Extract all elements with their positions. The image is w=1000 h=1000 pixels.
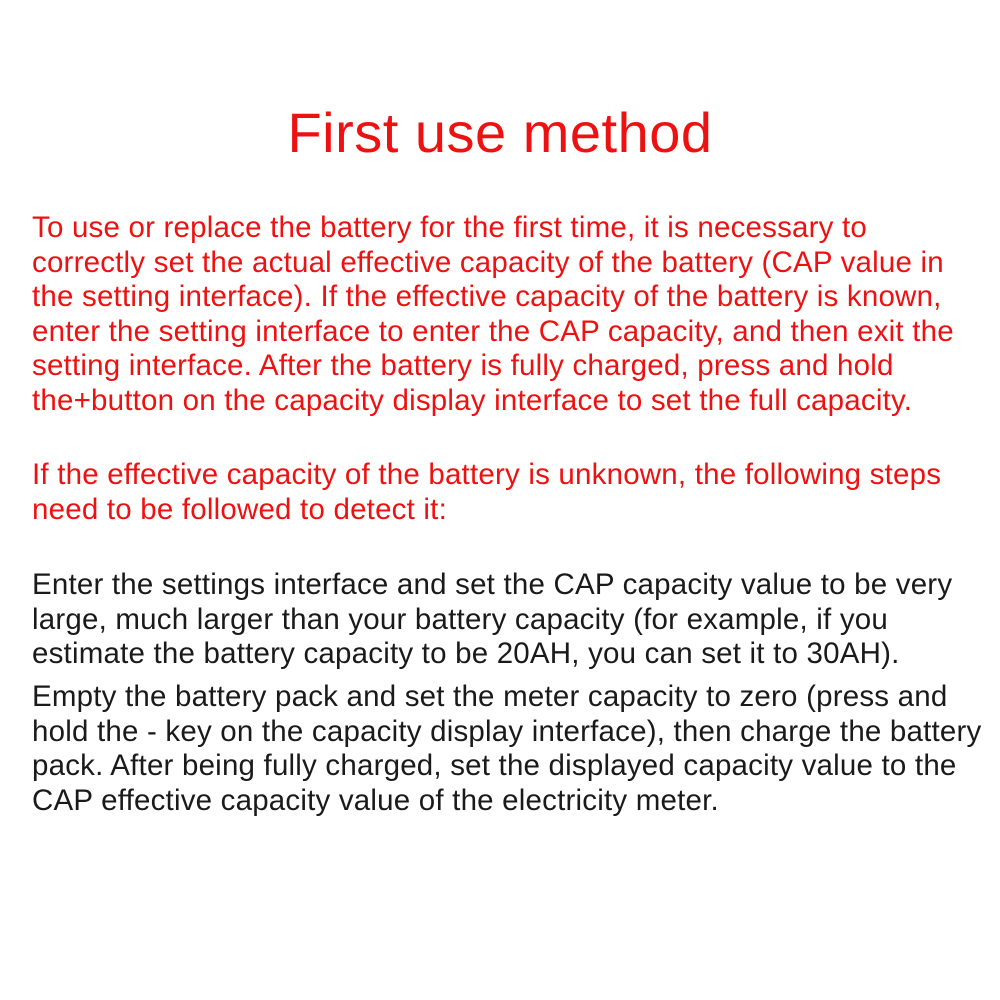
step-set-large-cap: Enter the settings interface and set the CAP capacity value to be very large, much larger than your battery capacity (for example, if you estimate the battery capacity to be 20AH, you can set it to 30AH). [32,568,953,671]
intro-paragraph-known-capacity: To use or replace the battery for the first time, it is necessary to correctly set the actual effective capacity of the battery (CAP value in the setting interface). If the effective capacity of the battery is known, enter the setting interface to enter the CAP capacity, and then exit the setting interface. After the battery is fully charged, press and hold the+button on the capacity display interface to set the full capacity. [32,211,954,417]
intro-paragraph-unknown-capacity: If the effective capacity of the battery is unknown, the following steps need to be followed to detect it: [32,458,942,526]
page-title: First use method [287,101,713,164]
step-empty-and-charge: Empty the battery pack and set the meter capacity to zero (press and hold the - key on the capacity display interface), then charge the battery pack. After being fully charged, set the displayed capacity value to the CAP effective capacity value of the electricity meter. [32,680,982,817]
